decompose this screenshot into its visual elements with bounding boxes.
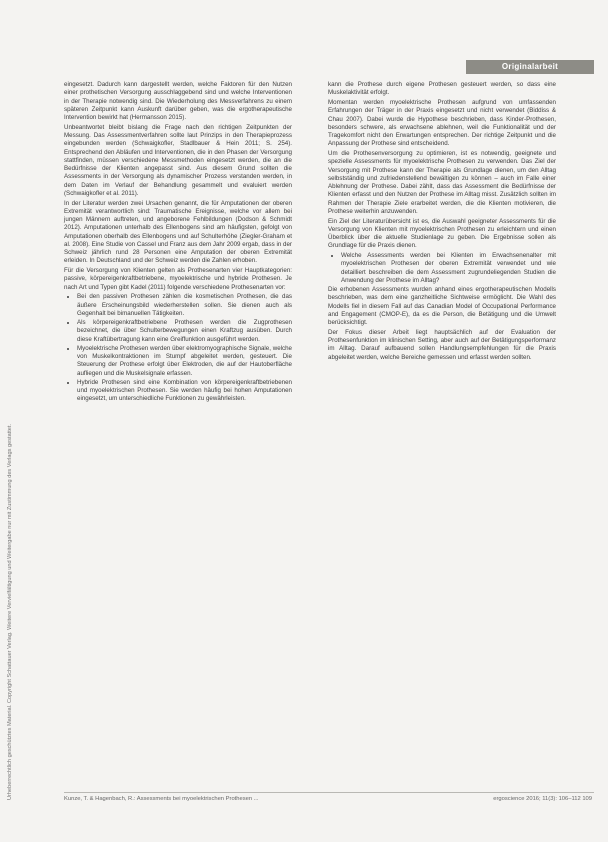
paragraph: Der Fokus dieser Arbeit liegt hauptsächlich auf der Evaluation der Prothesenfunktion im klinischen Setting, aber auch auf der Betätigungsperformanz im Alltag. Darauf aufbauend sollen Handlungsempfehlungen für die Praxis abgeleitet werden, welche Bereiche gemessen und erfasst werden sollten. (328, 328, 556, 361)
footer-divider (64, 792, 594, 793)
list-item: • Myoelektrische Prothesen werden über elektromyographische Signale, welche von Muskelkontraktionen im Stumpf abgeleitet werden, gesteuert. Die Steuerung der Prothese erfolgt über Elektroden, die auf der Hautoberfläche aufliegen und die Muskelsignale erfassen. (77, 345, 292, 378)
copyright-side-note: Urheberrechtlich geschütztes Material. Copyright Schattauer Verlag. Weitere Vervielfältigung und Weitergabe nur mit Zustimmung des Verlags gestattet. (7, 423, 13, 800)
right-column (328, 81, 556, 363)
list-item: • Hybride Prothesen sind eine Kombination von körpereigenkraftbetriebenen und myoelektrischen Prothesen. Sie werden häufig bei hohen Amputationen eingesetzt, um unterschiedliche Funktionen zu gewährleisten. (77, 379, 292, 404)
page-footer (64, 796, 592, 806)
paragraph: eingesetzt. Dadurch kann dargestellt werden, welche Faktoren für den Nutzen einer prothetischen Versorgung ausschlaggebend sind und welche Interventionen in der Therapie notwendig sind. Die Wiederholung des Messverfahrens zu einem späteren Zeitpunkt kann Auskunft darüber geben, was die ergotherapeutische Intervention bewirkt hat (Hermansson 2015). (64, 81, 292, 121)
paragraph: Die erhobenen Assessments wurden anhand eines ergotherapeutischen Modells beschrieben, was dem eine ganzheitliche Sichtweise ermöglicht. Die Wahl des Modells fiel in diesem Fall auf das Canadian Model of Occupational Performance and Engagement (CMOP-E), da es die Person, die Betätigung und die Umwelt berücksichtigt. (328, 286, 556, 326)
paragraph: Um die Prothesenversorgung zu optimieren, ist es notwendig, geeignete und spezielle Assessments für myoelektrische Prothesen zu verwenden. Das Ziel der Versorgung mit Prothese kann der Therapie als Grundlage dienen, um den Alltag selbstständig und zufriedenstellend bewältigen zu können – auch im Falle einer Ablehnung der Prothese. Dabei zählt, dass das Assessment die Bedürfnisse der Klienten erfasst und den Nutzen der Prothese im Alltag misst. Zusätzlich sollten im Rahmen der Therapie Ziele erarbeitet werden, die die Klienten motivieren, die Prothese weiterhin anzuwenden. (328, 150, 556, 215)
paragraph: In der Literatur werden zwei Ursachen genannt, die für Amputationen der oberen Extremität verantwortlich sind: Traumatische Ereignisse, welche vor allem bei jungen Männern auftreten, und angeborene Fehlbildungen (Dodson & Schmidt 2012). Amputationen unterhalb des Ellenbogens sind am häufigsten, gefolgt von Amputationen oberhalb des Ellenbogens und auf Schulterhöhe (Ziegler-Graham et al. 2008). Eine Studie von Cassel und Franz aus dem Jahr 2009 ergab, dass in der Schweiz jährlich rund 28 Personen eine Amputation der oberen Extremität erleiden. In Deutschland und der Schweiz werden die Zahlen erhoben. (64, 199, 292, 265)
list-item: • Welche Assessments werden bei Klienten im Erwachsenenalter mit myoelektrischen Prothesen der oberen Extremität verwendet und wie detailliert beschreiben die dem Assessment zugrundeliegenden Studien die Anwendung der Prothese im Alltag? (341, 252, 556, 285)
paragraph: kann die Prothese durch eigene Prothesen gesteuert werden, so dass eine Muskelaktivität erfolgt. (328, 81, 556, 97)
section-badge: Originalarbeit (466, 60, 594, 74)
research-question-list (328, 252, 556, 285)
footer-citation: Kunze, T. & Hagenbach, R.: Assessments bei myoelektrischen Prothesen ... (64, 796, 259, 802)
list-item: • Als körpereigenkraftbetriebene Prothesen werden die Zugprothesen bezeichnet, die über Schulterbewegungen einen Kraftzug ausüben. Durch diese Kraftübertragung kann eine Greiffunktion ausgeführt werden. (77, 319, 292, 344)
footer-journal-page: ergoscience 2016; 11(3): 106–112 109 (493, 796, 592, 802)
paragraph: Für die Versorgung von Klienten gelten als Prothesenarten vier Hauptkategorien: passive, körpereigenkraftbetriebene, myoelektrische und hybride Prothesen. Je nach Art und Typen gibt Kadel (2011) folgende verschiedene Prothesenarten vor: (64, 267, 292, 291)
paragraph: Momentan werden myoelektrische Prothesen aufgrund von umfassenden Erfahrungen der Träger in der Praxis eingesetzt und nicht verwendet (Biddiss & Chau 2007). Dabei wurde die Hypothese beschrieben, dass Kinder-Prothesen, besonders schwere, als erwachsene ablehnen, weil die Funktionalität und der Tragekomfort nicht den Erwartungen entsprechen. Der richtige Zeitpunkt und die Anpassung der Prothese sind entscheidend. (328, 99, 556, 148)
prosthesis-type-list (64, 293, 292, 403)
paragraph: Unbeantwortet bleibt bislang die Frage nach den richtigen Zeitpunkten der Messung. Das Assessmentverfahren sollte laut Prinzips in den Therapieprozess eingebunden werden (Schwaigkofler, Stadlbauer & Hein 2011; S. 254). Entsprechend den Abläufen und Interventionen, die in den Phasen der Versorgung stattfinden, müssen verschiedene Messmethoden eingesetzt werden, die an die Bedürfnisse der Klienten angepasst sind. Aus diesem Grund sollten die Assessments in der Versorgung als dynamischer Prozess verstanden werden, in dem Daten im Verlauf der Behandlung gesammelt und evaluiert werden (Schwaigkofler et al. 2011). (64, 123, 292, 197)
list-item: • Bei den passiven Prothesen zählen die kosmetischen Prothesen, die das äußere Erscheinungsbild wiederherstellen sollen. Sie dienen auch als Gegenhalt bei bimanuellen Tätigkeiten. (77, 293, 292, 318)
left-column (64, 81, 292, 405)
paragraph: Ein Ziel der Literaturübersicht ist es, die Auswahl geeigneter Assessments für die Versorgung von Klienten mit myoelektrischen Prothesen zu erleichtern und einen Überblick über die aktuelle Studienlage zu geben. Die Ergebnisse sollen als Grundlage für die Praxis dienen. (328, 217, 556, 250)
